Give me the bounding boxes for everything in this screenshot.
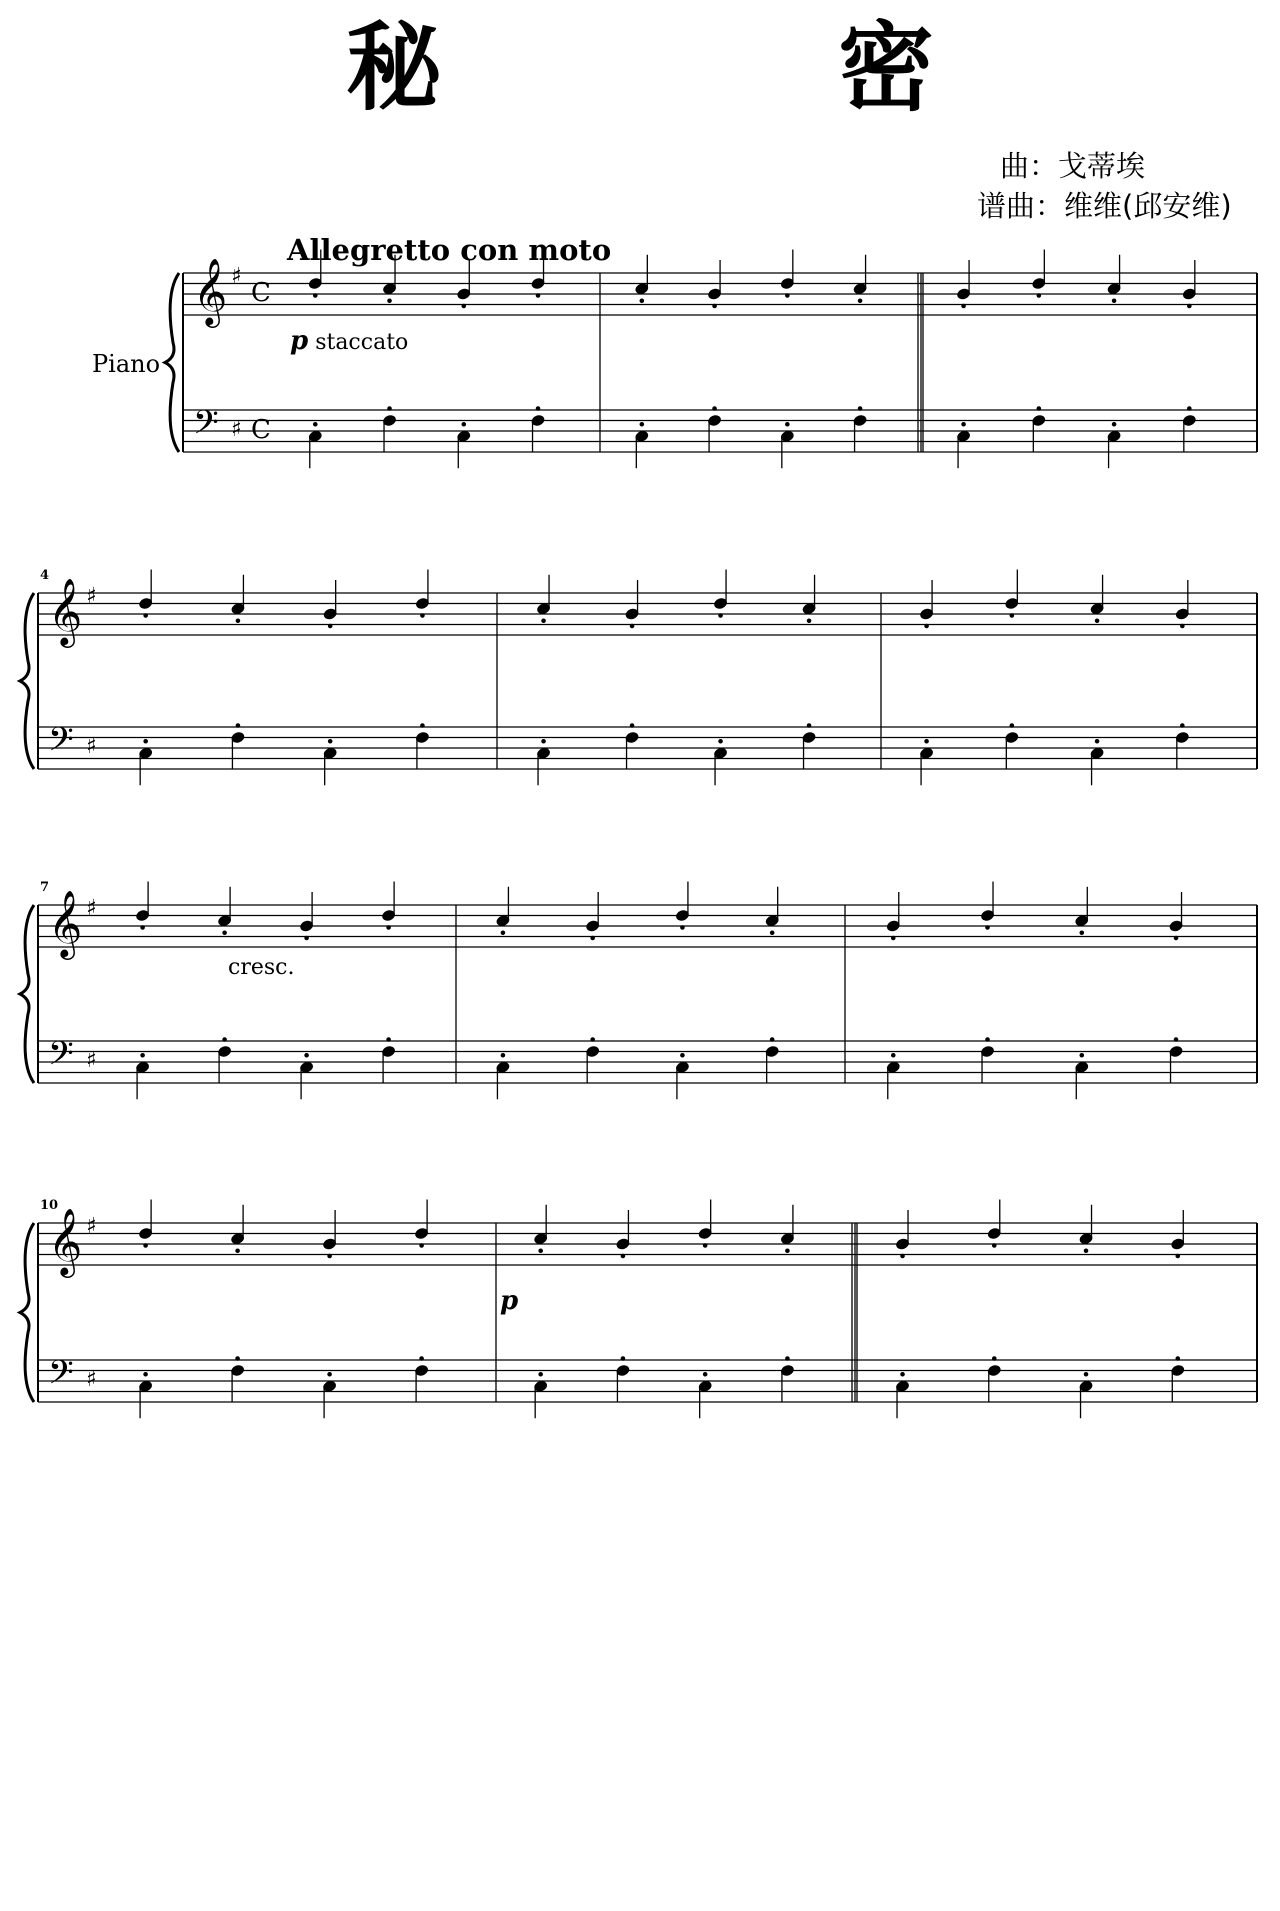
opening-dynamic: p	[290, 326, 309, 356]
common-time-icon: C	[251, 278, 271, 308]
sharp-icon: ♯	[86, 1214, 97, 1239]
measure-number: 4	[40, 568, 50, 583]
staccato-dot	[962, 422, 966, 426]
staccato-dot	[387, 926, 391, 930]
staccato-dot	[388, 299, 392, 303]
staccato-dot	[542, 739, 546, 743]
staccato-dot	[786, 1357, 790, 1361]
staccato-dot	[223, 1038, 227, 1042]
staccato-dot	[236, 1249, 240, 1253]
sharp-icon: ♯	[231, 417, 242, 442]
composer-credit: 曲：戈蒂埃	[1000, 149, 1146, 183]
staccato-dot	[501, 1053, 505, 1057]
bass-clef-icon: 𝄢	[48, 1354, 74, 1400]
staccato-dot	[1181, 624, 1185, 628]
treble-clef-icon: 𝄞	[48, 1207, 83, 1275]
staccato-dot	[786, 422, 790, 426]
staccato-dot	[1188, 407, 1192, 411]
instrument-label: Piano	[92, 350, 161, 378]
bass-clef-icon: 𝄢	[48, 1035, 74, 1081]
staccato-dot	[1010, 724, 1014, 728]
staccato-dot	[786, 1249, 790, 1253]
staccato-dot	[719, 739, 723, 743]
staccato-dot	[1095, 739, 1099, 743]
staccato-dot	[703, 1372, 707, 1376]
staccato-dot	[681, 926, 685, 930]
staccato-dot	[328, 739, 332, 743]
staccato-dot	[719, 614, 723, 618]
staccato-dot	[640, 422, 644, 426]
staccato-dot	[141, 926, 145, 930]
staccato-dot	[388, 407, 392, 411]
staccato-dot	[807, 724, 811, 728]
staccato-dot	[328, 1254, 332, 1258]
staccato-dot	[621, 1357, 625, 1361]
arranger-credit: 谱曲：维维(邱安维)	[977, 189, 1232, 223]
staccato-dot	[1181, 724, 1185, 728]
staccato-dot	[462, 422, 466, 426]
staccato-dot	[328, 624, 332, 628]
staccato-dot	[462, 304, 466, 308]
staccato-dot	[630, 624, 634, 628]
measure-number: 10	[40, 1198, 59, 1213]
staccato-dot	[421, 614, 425, 618]
staccato-dot	[536, 407, 540, 411]
staccato-dot	[591, 1038, 595, 1042]
staccato-dot	[1176, 1254, 1180, 1258]
treble-clef-icon: 𝄞	[48, 889, 83, 957]
score-title: 秘 密	[346, 11, 1084, 124]
staccato-dot	[901, 1372, 905, 1376]
tempo-marking: Allegretto con moto	[287, 233, 612, 267]
staccato-dot	[1174, 1038, 1178, 1042]
brace	[20, 905, 34, 1083]
staccato-dot	[630, 724, 634, 728]
staccato-dot	[770, 1038, 774, 1042]
sharp-icon: ♯	[86, 1367, 97, 1392]
staccato-dot	[713, 407, 717, 411]
sharp-icon: ♯	[231, 264, 242, 289]
notes	[135, 250, 1196, 1419]
treble-clef-icon: 𝄞	[193, 257, 228, 325]
system4-dynamic: p	[500, 1286, 519, 1316]
staccato-dot	[387, 1038, 391, 1042]
staccato-dot	[640, 299, 644, 303]
sharp-icon: ♯	[86, 734, 97, 759]
staccato-dot	[144, 1244, 148, 1248]
staccato-dot	[144, 739, 148, 743]
staccato-dot	[992, 1244, 996, 1248]
staccato-dot	[1084, 1372, 1088, 1376]
staccato-dot	[305, 1053, 309, 1057]
staccato-dot	[1084, 1249, 1088, 1253]
staccato-dot	[992, 1357, 996, 1361]
bass-clef-icon: 𝄢	[193, 404, 219, 450]
staccato-dot	[891, 1053, 895, 1057]
brace	[165, 273, 179, 452]
staccato-dot	[305, 936, 309, 940]
staccato-dot	[1112, 422, 1116, 426]
staccato-dot	[891, 936, 895, 940]
staccato-dot	[1010, 614, 1014, 618]
staccato-dot	[141, 1053, 145, 1057]
staccato-dot	[421, 724, 425, 728]
staccato-dot	[986, 926, 990, 930]
staccato-dot	[1174, 936, 1178, 940]
sharp-icon: ♯	[86, 1048, 97, 1073]
brace	[20, 1223, 34, 1402]
common-time-icon: C	[251, 415, 271, 445]
treble-clef-icon: 𝄞	[48, 577, 83, 645]
staccato-dot	[539, 1249, 543, 1253]
staccato-dot	[236, 619, 240, 623]
clefs-and-signatures	[48, 257, 271, 1400]
staccato-dot	[501, 931, 505, 935]
staccato-dot	[313, 422, 317, 426]
staccato-dot	[986, 1038, 990, 1042]
staccato-dot	[236, 1357, 240, 1361]
staccato-dot	[962, 304, 966, 308]
staccato-dot	[328, 1372, 332, 1376]
sharp-icon: ♯	[86, 896, 97, 921]
staccato-dot	[1112, 299, 1116, 303]
staccato-dot	[858, 299, 862, 303]
staccato-dot	[420, 1357, 424, 1361]
staccato-dot	[539, 1372, 543, 1376]
staccato-dot	[313, 294, 317, 298]
opening-articulation: staccato	[315, 330, 409, 355]
staccato-dot	[858, 407, 862, 411]
cresc-marking: cresc.	[228, 955, 295, 980]
staccato-dot	[713, 304, 717, 308]
sharp-icon: ♯	[86, 584, 97, 609]
staccato-dot	[786, 294, 790, 298]
staccato-dot	[1095, 619, 1099, 623]
staccato-dot	[1080, 931, 1084, 935]
staccato-dot	[144, 1372, 148, 1376]
staccato-dot	[236, 724, 240, 728]
staccato-dot	[1080, 1053, 1084, 1057]
staccato-dot	[703, 1244, 707, 1248]
staccato-dot	[901, 1254, 905, 1258]
staccato-dot	[770, 931, 774, 935]
staccato-dot	[542, 619, 546, 623]
staccato-dot	[223, 931, 227, 935]
staccato-dot	[1176, 1357, 1180, 1361]
staccato-dot	[1037, 294, 1041, 298]
staccato-dot	[1188, 304, 1192, 308]
staccato-dot	[1037, 407, 1041, 411]
staccato-dot	[925, 739, 929, 743]
brace	[20, 593, 34, 769]
staccato-dot	[536, 294, 540, 298]
staccato-dot	[925, 624, 929, 628]
staccato-dot	[681, 1053, 685, 1057]
staccato-dot	[420, 1244, 424, 1248]
staccato-dot	[144, 614, 148, 618]
staccato-dot	[591, 936, 595, 940]
bass-clef-icon: 𝄢	[48, 721, 74, 767]
staccato-dot	[621, 1254, 625, 1258]
staccato-dot	[807, 619, 811, 623]
measure-number: 7	[40, 880, 50, 895]
